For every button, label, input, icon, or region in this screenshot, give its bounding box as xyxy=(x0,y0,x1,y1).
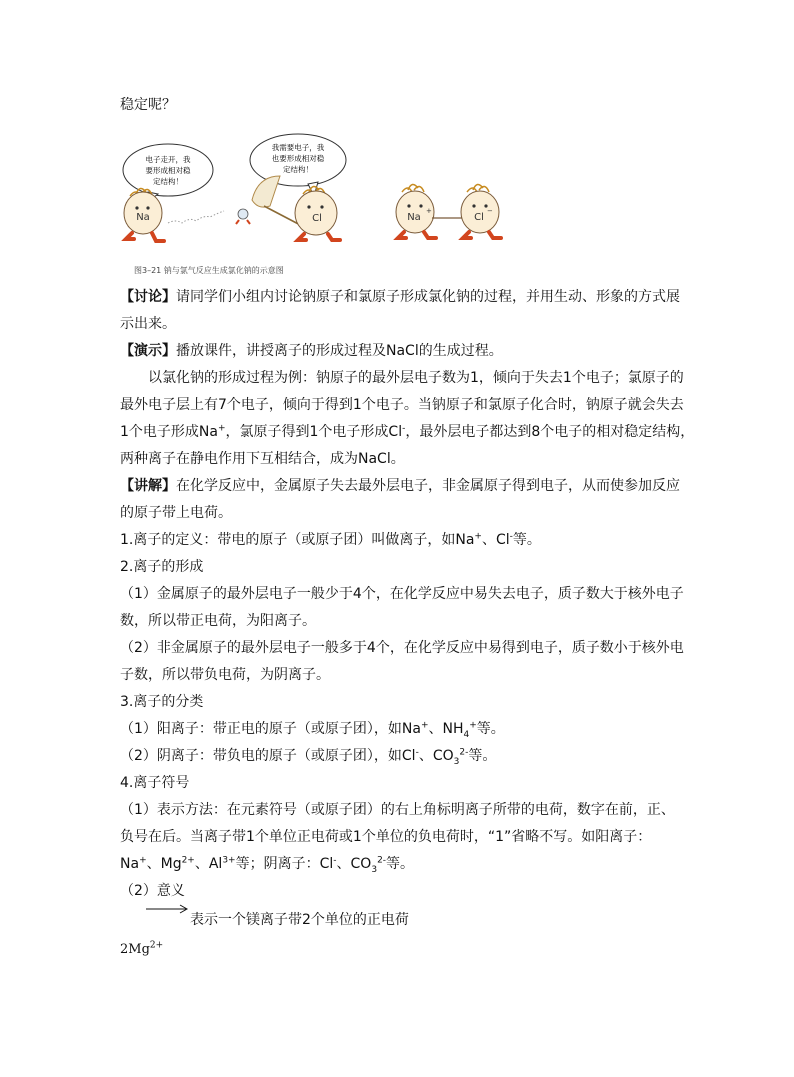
para-line-1: 以氯化钠的形成过程为例：钠原子的最外层电子数为1，倾向于失去1个电子；氯原子的 xyxy=(148,370,684,386)
def-cl-charge: - xyxy=(509,531,513,542)
electron-character xyxy=(236,209,250,224)
intro-text: 稳定呢？ xyxy=(120,97,176,113)
cl-charge: - xyxy=(402,423,406,434)
sodium-chlorine-illustration xyxy=(118,130,518,265)
m3-al: 、Al xyxy=(194,856,223,872)
para-line-3 xyxy=(120,422,694,442)
nh4-charge: + xyxy=(469,720,477,731)
cation-na-charge: + xyxy=(420,720,429,731)
cl-bubble-line-1: 我需要电子，我 xyxy=(271,143,325,152)
discussion-line-1 xyxy=(120,287,680,307)
chloride-ion-character xyxy=(461,184,501,238)
para-line-3c: ，最外层电子都达到8个电子的相对稳定结构， xyxy=(405,424,695,440)
formation-p1-line-2: 数，所以带正电荷，为阳离子。 xyxy=(120,613,316,629)
classification-title: 3.离子的分类 xyxy=(120,694,204,710)
cation-text-c: 等。 xyxy=(476,721,505,737)
explain-line-1 xyxy=(120,476,680,496)
na-charge: + xyxy=(217,423,226,434)
symbol-title: 4.离子符号 xyxy=(120,775,190,791)
cation-text-b: 、NH xyxy=(428,721,464,737)
m3-co: 、CO xyxy=(336,856,372,872)
mg-ion-symbol xyxy=(120,940,163,960)
cl-atom-label: Cl xyxy=(312,213,322,224)
formation-p2-line-2: 子数，所以带负电荷，为阴离子。 xyxy=(120,667,330,683)
meaning-label: （2）意义 xyxy=(120,883,185,899)
anion-text-c: 等。 xyxy=(468,748,497,764)
figure-caption: 图3–21 钠与氯气反应生成氯化钠的示意图 xyxy=(134,266,284,275)
anion-cl-charge: - xyxy=(415,747,419,758)
na-bubble-line-2: 要形成相对稳 xyxy=(145,166,191,175)
cl-bubble-line-2: 也要形成相对稳 xyxy=(271,154,325,163)
electron-trail xyxy=(168,211,224,223)
m3-cl-charge: - xyxy=(333,855,337,866)
def-text-a: 1.离子的定义：带电的原子（或原子团）叫做离子，如Na xyxy=(120,532,475,548)
co3-charge: 2- xyxy=(459,747,469,758)
na-ion-label: Na xyxy=(407,212,421,223)
m3-al-charge: 3+ xyxy=(222,855,236,866)
m3-co3-charge: 2- xyxy=(377,855,387,866)
demo-line xyxy=(120,341,503,361)
mg-symbol-charge: 2+ xyxy=(149,940,164,951)
para-line-3a: 1个电子形成Na xyxy=(120,424,218,440)
formation-p1-line-1: （1）金属原子的最外层电子一般少于4个，在化学反应中易失去电子，质子数大于核外电子 xyxy=(120,586,684,602)
cation-text-a: （1）阳离子：带正电的原子（或原子团），如Na xyxy=(120,721,421,737)
discussion-label: 【讨论】 xyxy=(120,289,176,305)
m3-na: Na xyxy=(120,856,140,872)
discussion-line-2: 示出来。 xyxy=(120,316,176,332)
sodium-atom-character xyxy=(124,188,164,241)
def-na-charge: + xyxy=(474,531,482,542)
cl-ion-label: Cl xyxy=(474,212,484,223)
na-atom-label: Na xyxy=(136,212,150,223)
co3-subscript: 3 xyxy=(453,756,460,767)
explain-text-1: 在化学反应中，金属原子失去最外层电子，非金属原子得到电子，从而使参加反应 xyxy=(176,478,680,494)
m3-cl: 等；阴离子：Cl xyxy=(235,856,334,872)
method-line-2: 负号在后。当离子带1个单位正电荷或1个单位的负电荷时，“1”省略不写。如阳离子： xyxy=(120,829,652,845)
def-text-c: 等。 xyxy=(512,532,541,548)
meaning-annotation: 表示一个镁离子带2个单位的正电荷 xyxy=(190,912,409,928)
para-line-2: 最外电子层上有7个电子，倾向于得到1个电子。当钠原子和氯原子化合时，钠原子就会失去 xyxy=(120,397,684,413)
demo-label: 【演示】 xyxy=(120,343,176,359)
def-text-b: 、Cl xyxy=(481,532,510,548)
meaning-arrow xyxy=(146,903,190,915)
na-bubble-line-1: 电子走开，我 xyxy=(145,155,191,164)
cation-line xyxy=(120,719,505,739)
anion-line xyxy=(120,746,496,766)
formation-p2-line-1: （2）非金属原子的最外层电子一般多于4个，在化学反应中易得到电子，质子数小于核外电 xyxy=(120,640,684,656)
method-line-3 xyxy=(120,854,414,874)
demo-text: 播放课件，讲授离子的形成过程及NaCl的生成过程。 xyxy=(176,343,503,359)
mg-symbol-text: 2Mg xyxy=(120,942,150,957)
m3-end: 等。 xyxy=(386,856,415,872)
m3-mg: 、Mg xyxy=(146,856,182,872)
discussion-text-1: 请同学们小组内讨论钠原子和氯原子形成氯化钠的过程，并用生动、形象的方式展 xyxy=(176,289,680,305)
m3-mg-charge: 2+ xyxy=(181,855,195,866)
anion-text-b: 、CO xyxy=(418,748,454,764)
method-line-1: （1）表示方法：在元素符号（或原子团）的右上角标明离子所带的电荷，数字在前，正、 xyxy=(120,802,675,818)
anion-text-a: （2）阴离子：带负电的原子（或原子团），如Cl xyxy=(120,748,416,764)
para-line-3b: ，氯原子得到1个电子形成Cl xyxy=(225,424,403,440)
para-line-4: 两种离子在静电作用下互相结合，成为NaCl。 xyxy=(120,451,405,467)
explain-label: 【讲解】 xyxy=(120,478,176,494)
sodium-ion-character xyxy=(396,184,436,238)
cl-bubble-line-3: 定结构！ xyxy=(283,165,313,174)
chlorine-atom-character xyxy=(295,186,340,240)
m3-co3-subscript: 3 xyxy=(371,864,378,875)
m3-na-charge: + xyxy=(139,855,147,866)
na-bubble-line-3: 定结构！ xyxy=(153,177,183,186)
formation-title: 2.离子的形成 xyxy=(120,559,204,575)
nh4-subscript: 4 xyxy=(463,729,470,740)
explain-line-2: 的原子带上电荷。 xyxy=(120,505,232,521)
ion-definition xyxy=(120,530,541,550)
cl-ion-charge: − xyxy=(487,207,493,215)
na-ion-charge: + xyxy=(426,207,432,215)
